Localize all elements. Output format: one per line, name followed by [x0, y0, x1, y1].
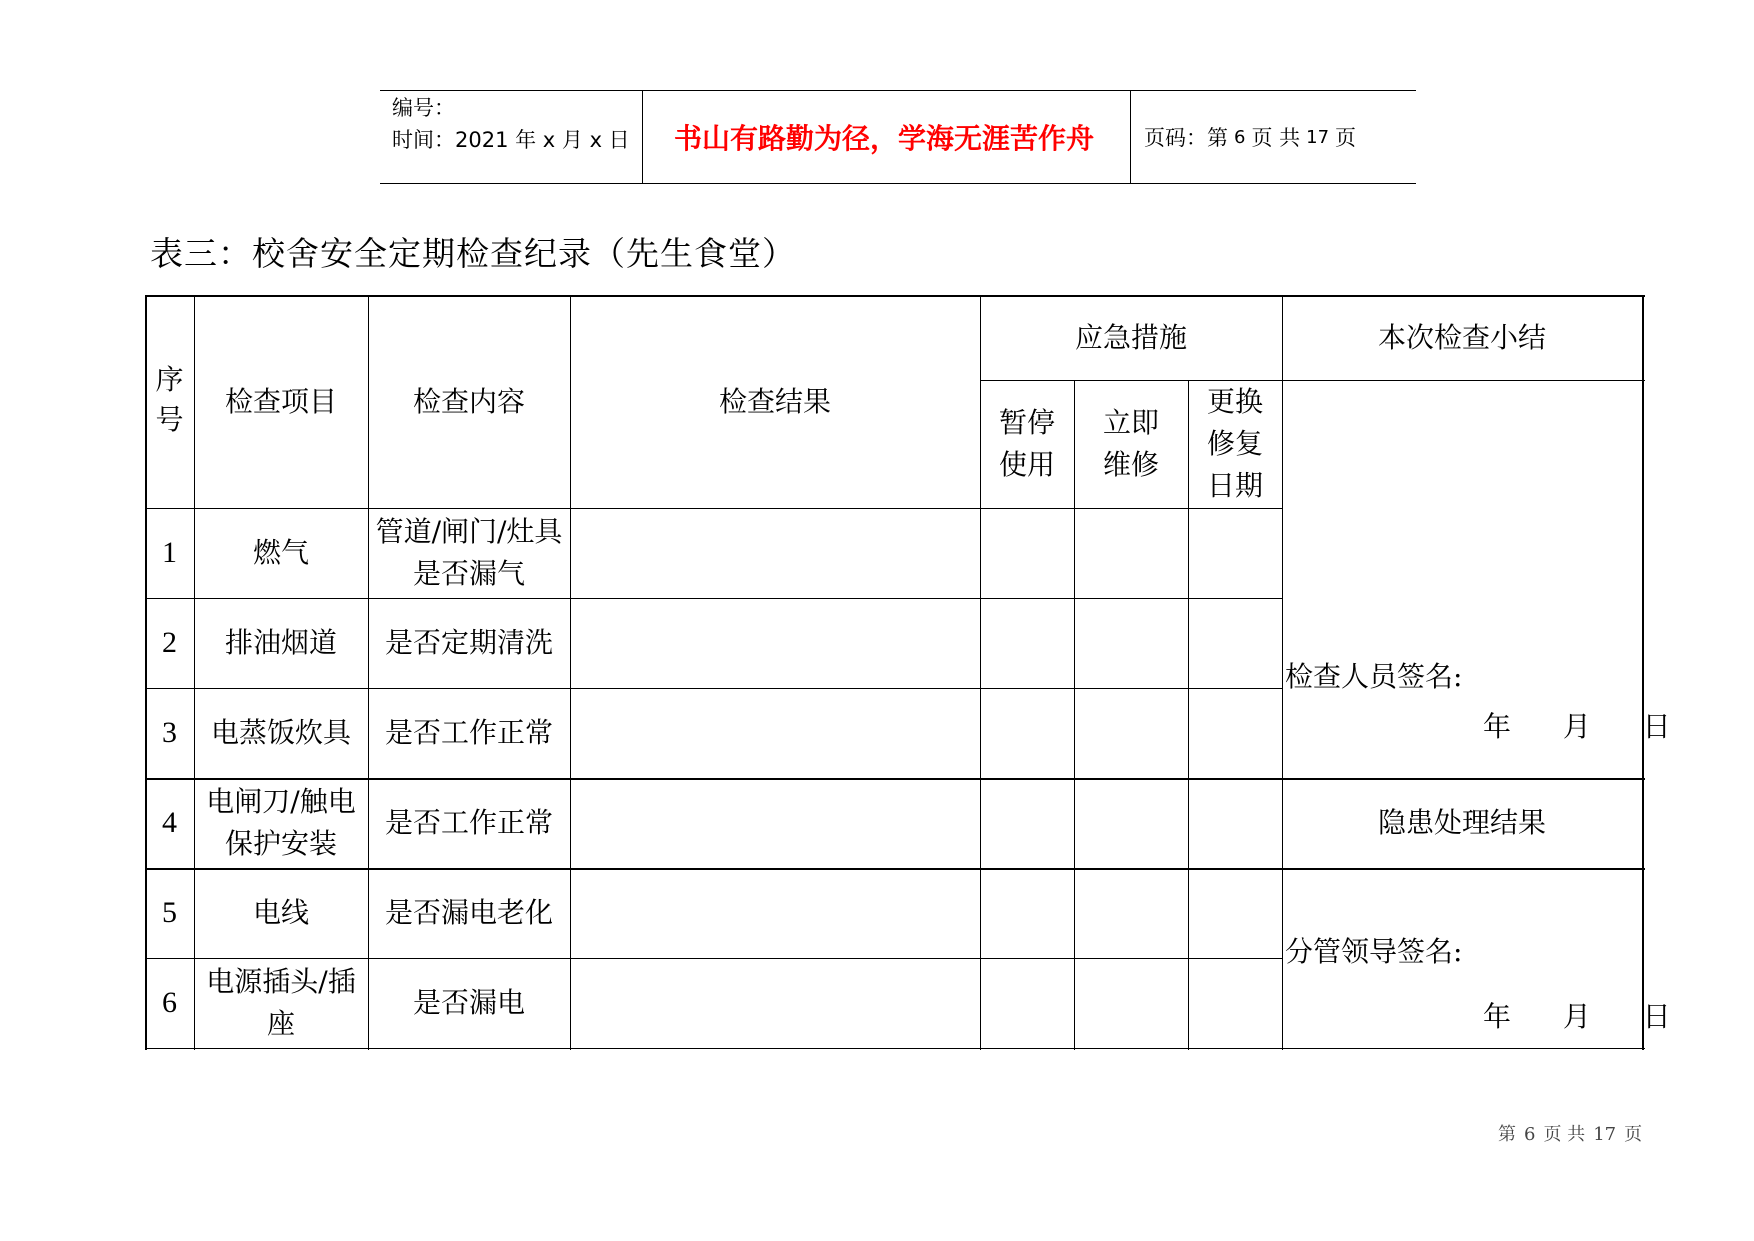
table-title: 表三：校舍安全定期检查纪录（先生食堂）: [150, 234, 796, 273]
row-seq: 4: [162, 806, 177, 839]
row-item: 电线: [252, 896, 309, 929]
footer-prefix: 第: [1498, 1124, 1516, 1145]
row-content: 管道/闸门/灶具是否漏气: [375, 515, 563, 590]
date-year: 年: [1483, 1000, 1512, 1033]
leader-signature-label: 分管领导签名:: [1285, 935, 1463, 968]
row-item: 电源插头/插座: [206, 965, 356, 1040]
footer-mid: 页 共: [1543, 1124, 1586, 1145]
header-result: 检查结果: [718, 384, 831, 418]
footer-suffix: 页: [1624, 1124, 1643, 1145]
row-seq: 1: [162, 536, 177, 569]
inspector-sign-date: [1483, 705, 1671, 745]
motto: 书山有路勤为径，学海无涯苦作舟: [673, 122, 1094, 155]
header-item: 检查项目: [224, 384, 337, 418]
date-day: 日: [1642, 710, 1671, 743]
hazard-result-label: 隐患处理结果: [1377, 806, 1546, 839]
page-current: 6: [1234, 126, 1246, 148]
row-content: 是否定期清洗: [384, 626, 553, 659]
page-total: 17: [1306, 126, 1330, 148]
page-prefix: 页码：第: [1144, 126, 1228, 150]
page-footer: [1498, 1120, 1650, 1146]
inspector-signature-label: 检查人员签名:: [1285, 660, 1463, 693]
header-meta: [392, 92, 630, 156]
row-content: 是否工作正常: [384, 716, 553, 749]
inspection-table: [145, 295, 1671, 1050]
header-seq: 序号: [155, 363, 184, 436]
date-day: 日: [1642, 1000, 1671, 1033]
row-content: 是否漏电: [412, 986, 525, 1019]
document-header: [380, 90, 1416, 184]
number-label: 编号：: [392, 96, 455, 120]
row-item: 燃气: [252, 536, 309, 569]
header-page-number: [1144, 90, 1356, 184]
grid-line: [1282, 295, 1283, 1050]
date-label: 时间：2021 年 x 月 x 日: [392, 128, 630, 152]
row-seq: 2: [162, 626, 177, 659]
row-item: 电闸刀/触电保护安装: [206, 785, 356, 860]
row-content: 是否漏电老化: [384, 896, 553, 929]
table-bottom-border: [145, 1048, 1645, 1049]
header-emergency: 应急措施: [1074, 320, 1187, 354]
leader-sign-date: [1483, 995, 1671, 1035]
row-seq: 3: [162, 716, 177, 749]
row-item: 排油烟道: [224, 626, 337, 659]
footer-total: 17: [1593, 1124, 1617, 1145]
header-repair: 立即维修: [1102, 406, 1159, 481]
page-mid: 页 共: [1251, 126, 1301, 150]
row-content: 是否工作正常: [384, 806, 553, 839]
table-right-border: [1642, 295, 1644, 1050]
date-year: 年: [1483, 710, 1512, 743]
row-item: 电蒸饭炊具: [210, 716, 351, 749]
header-divider: [1130, 90, 1131, 184]
header-content: 检查内容: [412, 384, 525, 418]
row-seq: 6: [162, 986, 177, 1019]
header-suspend: 暂停使用: [998, 406, 1055, 481]
page-suffix: 页: [1335, 126, 1357, 150]
date-month: 月: [1562, 710, 1591, 743]
header-replace-date: 更换修复日期: [1206, 385, 1263, 502]
date-month: 月: [1562, 1000, 1591, 1033]
header-summary: 本次检查小结: [1377, 320, 1546, 354]
footer-current: 6: [1524, 1124, 1536, 1145]
row-seq: 5: [162, 896, 177, 929]
